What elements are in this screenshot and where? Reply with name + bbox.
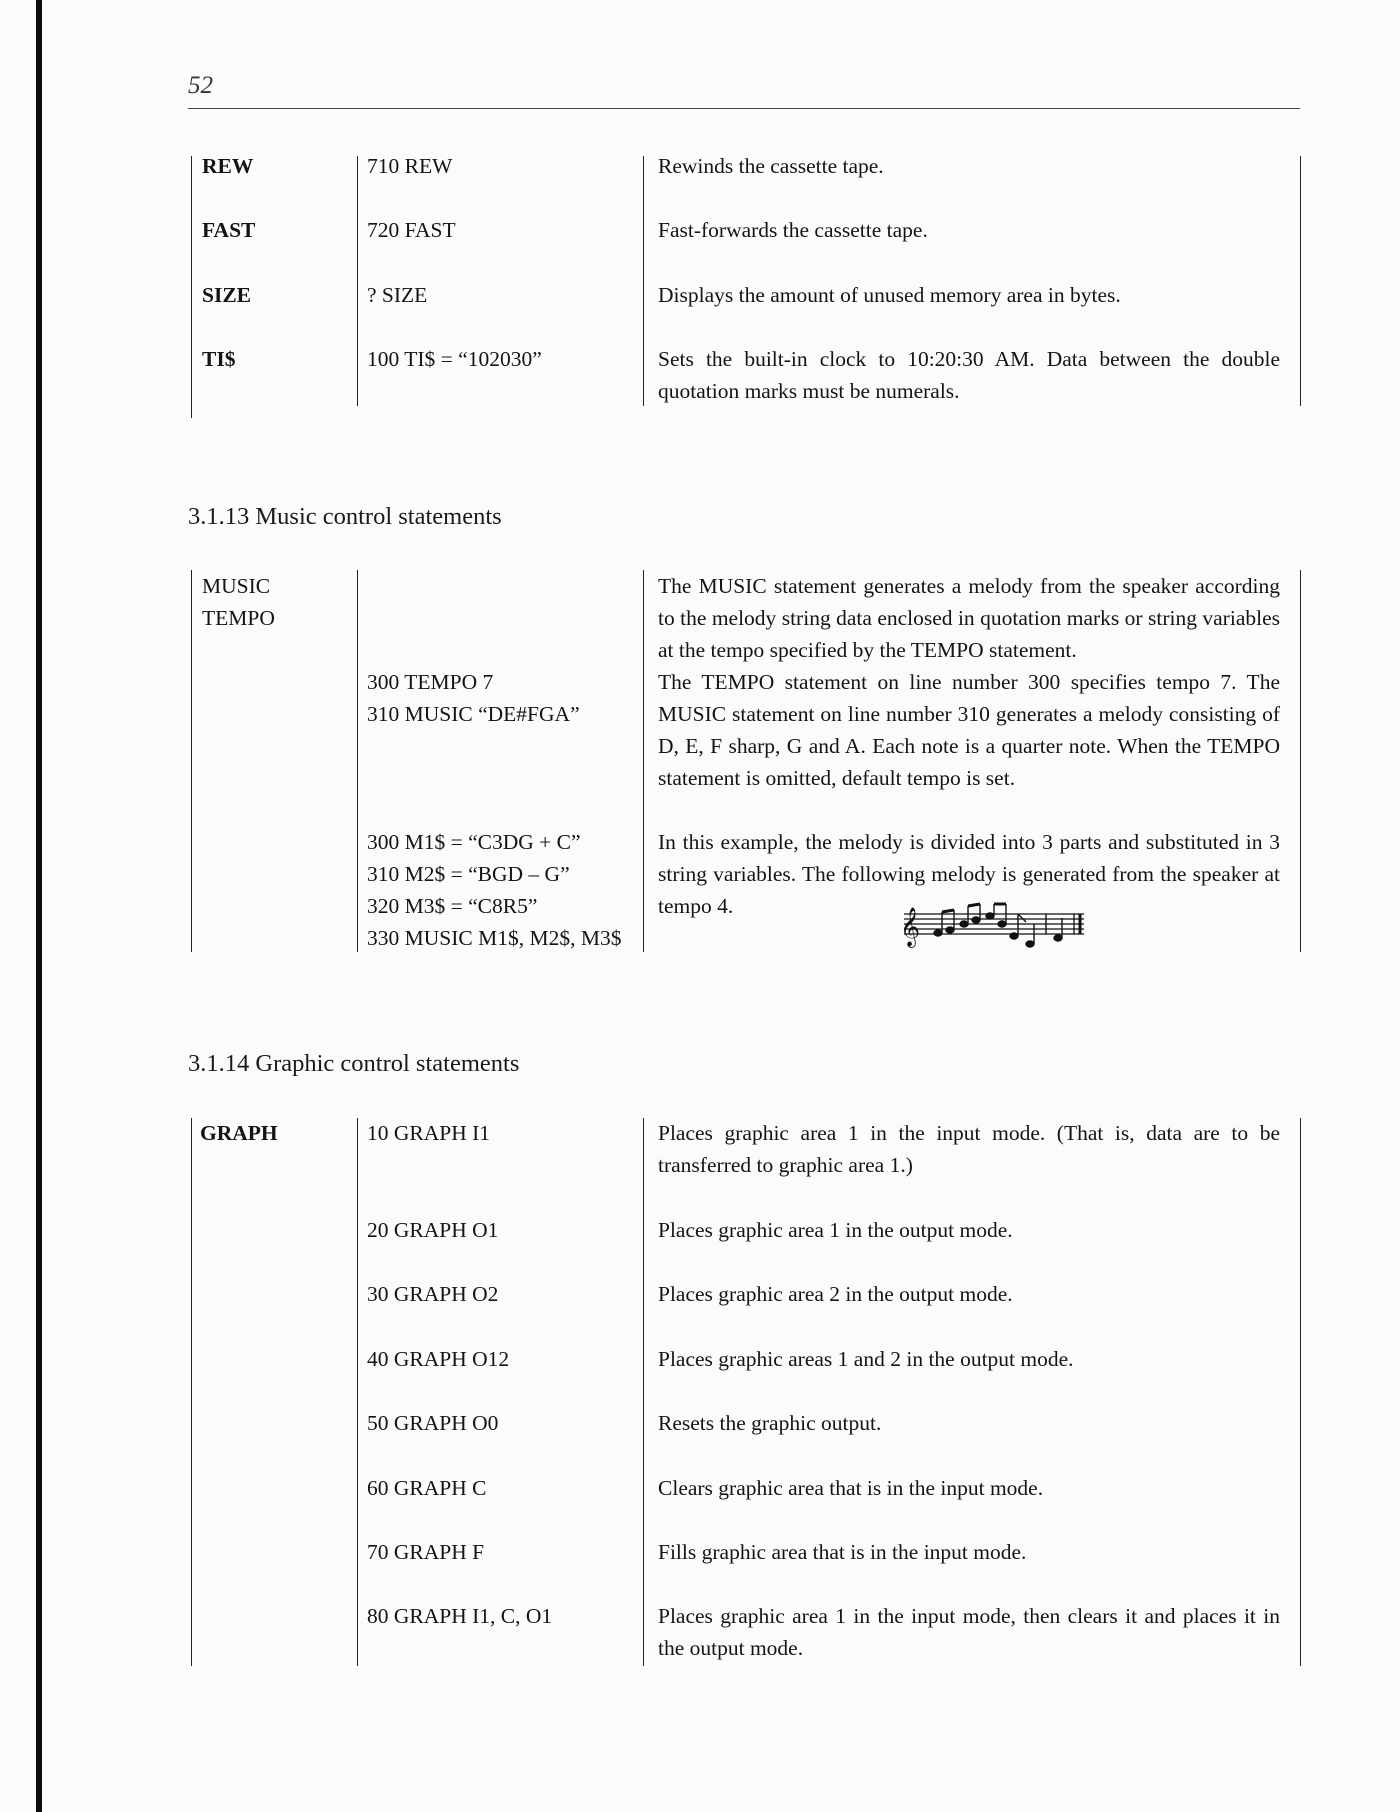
music-left-border xyxy=(191,570,192,952)
table1-left-border xyxy=(191,156,192,418)
graph-example-3: 30 GRAPH O2 xyxy=(367,1282,499,1306)
header-rule xyxy=(188,108,1300,109)
table1-col-divider-1 xyxy=(357,156,358,406)
code-line: 300 TEMPO 7 xyxy=(367,670,494,694)
page-number: 52 xyxy=(188,72,213,99)
table1-col-divider-2 xyxy=(643,156,644,406)
code-line: 300 M1$ = “C3DG + C” xyxy=(367,830,581,854)
section-title-graphic: 3.1.14 Graphic control statements xyxy=(188,1050,520,1077)
graph-description-1: Places graphic area 1 in the input mode. (That is, data are to be transferred to graphic area 1.) xyxy=(658,1121,1280,1177)
graph-description-8: Places graphic area 1 in the input mode, then clears it and places it in the output mode. xyxy=(658,1604,1280,1660)
code-line: 320 M3$ = “C8R5” xyxy=(367,894,538,918)
graphic-left-border xyxy=(191,1118,192,1666)
example-size: ? SIZE xyxy=(367,283,428,307)
description-rew: Rewinds the cassette tape. xyxy=(658,154,884,178)
keyword-ti: TI$ xyxy=(202,347,236,371)
music-example-2 xyxy=(367,826,621,954)
description-ti: Sets the built-in clock to 10:20:30 AM. Data between the double quotation marks must be numerals. xyxy=(658,347,1280,403)
music-example-1-desc: The TEMPO statement on line number 300 specifies tempo 7. The MUSIC statement on line number 310 generates a melody consisting of D, E, F sharp, G and A. Each note is a quarter note. When the TEMPO statement is omitted, default tempo is set. xyxy=(658,670,1280,790)
graph-example-4: 40 GRAPH O12 xyxy=(367,1347,510,1371)
keyword-music: MUSIC xyxy=(202,574,271,598)
music-example-2-desc: In this example, the melody is divided into 3 parts and substituted in 3 string variables. The following melody is generated from the speaker at tempo 4. xyxy=(658,830,1280,918)
keyword-fast: FAST xyxy=(202,218,256,242)
music-example-1 xyxy=(367,666,580,730)
graph-example-2: 20 GRAPH O1 xyxy=(367,1218,499,1242)
table1-right-border xyxy=(1300,156,1301,406)
code-line: 310 M2$ = “BGD – G” xyxy=(367,862,570,886)
graph-description-3: Places graphic area 2 in the output mode. xyxy=(658,1282,1013,1306)
graph-example-6: 60 GRAPH C xyxy=(367,1476,487,1500)
code-line: 330 MUSIC M1$, M2$, M3$ xyxy=(367,926,622,950)
graph-example-7: 70 GRAPH F xyxy=(367,1540,485,1564)
keyword-rew: REW xyxy=(202,154,254,178)
example-rew: 710 REW xyxy=(367,154,453,178)
keyword-size: SIZE xyxy=(202,283,252,307)
svg-text:𝄞: 𝄞 xyxy=(900,907,921,947)
section-title-music: 3.1.13 Music control statements xyxy=(188,503,502,530)
code-line: 310 MUSIC “DE#FGA” xyxy=(367,702,580,726)
music-intro: The MUSIC statement generates a melody from the speaker according to the melody string data enclosed in quotation marks or string variables at the tempo specified by the TEMPO statement. xyxy=(658,574,1280,662)
melody-staff-figure xyxy=(898,900,1098,962)
example-fast: 720 FAST xyxy=(367,218,456,242)
binding-edge xyxy=(36,0,42,1812)
description-fast: Fast-forwards the cassette tape. xyxy=(658,218,928,242)
example-ti: 100 TI$ = “102030” xyxy=(367,347,542,371)
graphic-col-divider-1 xyxy=(357,1118,358,1666)
graph-description-7: Fills graphic area that is in the input mode. xyxy=(658,1540,1027,1564)
music-col-divider-1 xyxy=(357,570,358,952)
music-col-divider-2 xyxy=(643,570,644,952)
graphic-col-divider-2 xyxy=(643,1118,644,1666)
graph-description-6: Clears graphic area that is in the input mode. xyxy=(658,1476,1044,1500)
description-size: Displays the amount of unused memory area in bytes. xyxy=(658,283,1121,307)
graph-description-4: Places graphic areas 1 and 2 in the output mode. xyxy=(658,1347,1074,1371)
music-keywords xyxy=(202,570,275,634)
graph-description-5: Resets the graphic output. xyxy=(658,1411,882,1435)
graph-description-2: Places graphic area 1 in the output mode. xyxy=(658,1218,1013,1242)
keyword-graph: GRAPH xyxy=(200,1121,278,1145)
music-right-border xyxy=(1300,570,1301,952)
graph-example-5: 50 GRAPH O0 xyxy=(367,1411,499,1435)
graphic-right-border xyxy=(1300,1118,1301,1666)
keyword-tempo: TEMPO xyxy=(202,606,275,630)
graph-example-8: 80 GRAPH I1, C, O1 xyxy=(367,1604,553,1628)
graph-example-1: 10 GRAPH I1 xyxy=(367,1121,491,1145)
